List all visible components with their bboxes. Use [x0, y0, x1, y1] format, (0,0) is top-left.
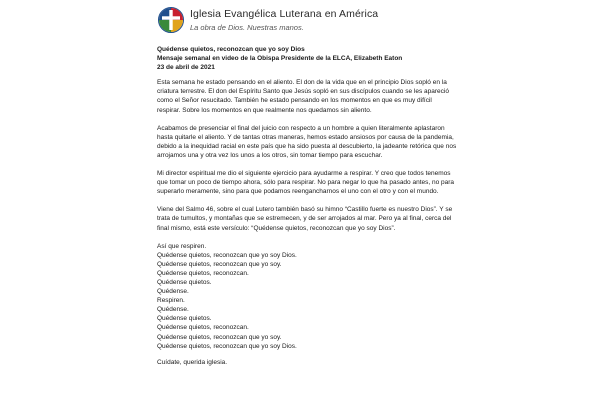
document-body: [157, 45, 457, 367]
document-subtitle: Mensaje semanal en video de la Obispa Presidente de la ELCA, Elizabeth Eaton: [157, 55, 403, 63]
paragraph-2: Acabamos de presenciar el final del juicio con respecto a un hombre a quien literalmente aplastaron hasta quitarle el aliento. Y de tantas otras maneras, hemos estado ansiosos por causa de la pandemia, debido a la inequidad racial en este país que ha sido puesta al descubierto, la jadeante retórica que nos arrojamos una y otra vez los unos a los otros, sin tomar tiempo para escuchar.: [157, 124, 457, 159]
paragraph-1: Esta semana he estado pensando en el aliento. El don de la vida que en el principio Dios sopló en la criatura terrestre. El don del Espíritu Santo que Jesús sopló en sus discípulos cuando se les apareció como el Señor resucitado. También he estado pensando en los momentos en que es muy difícil respirar. Sobre los momentos en que realmente nos quedamos sin aliento.: [157, 79, 449, 114]
poem-line: Quédense quietos.: [157, 278, 212, 286]
page-header: [158, 6, 458, 36]
poem-line: Quédense quietos.: [157, 315, 212, 323]
document-title: Quédense quietos, reconozcan que yo soy Dios: [157, 46, 305, 53]
poem-line: Así que respiren.: [157, 242, 207, 250]
poem-line: Quédense quietos, reconozcan que yo soy.: [157, 260, 282, 268]
poem-line: Quédense quietos, reconozcan.: [157, 324, 249, 332]
poem-line: Quédense.: [157, 306, 189, 314]
org-tagline: La obra de Dios. Nuestras manos.: [190, 23, 304, 32]
paragraph-3: Mi director espiritual me dio el siguiente ejercicio para ayudarme a respirar. Y creo que todos tenemos que tomar un poco de tiempo ahora, sólo para respirar. No para negar lo que ha pasado antes, no para superarlo meramente, sino para que podamos reengancharnos el uno con el otro y con el mundo.: [157, 170, 455, 196]
org-name: Iglesia Evangélica Luterana en América: [190, 8, 379, 20]
document-heading: [157, 45, 457, 72]
breathing-exercise: [157, 242, 457, 351]
document-date: 23 de abril de 2021: [157, 64, 215, 72]
poem-line: Quédense quietos, reconozcan que yo soy Dios.: [157, 251, 297, 259]
elca-cross-logo-icon: [158, 7, 184, 33]
paragraph-4: Viene del Salmo 46, sobre el cual Lutero también basó su himno “Castillo fuerte es nuestro Dios”. Y se trata de tumultos, y montañas que se estremecen, y de ser arrojados al mar. Pero ya al final, cerca del final mismo, está este versículo: “Quédense quietos, reconozcan que yo soy Dios”.: [157, 206, 453, 232]
poem-line: Quédense quietos, reconozcan.: [157, 269, 249, 277]
closing-line: Cuídate, querida iglesia.: [157, 358, 228, 366]
poem-line: Quédense quietos, reconozcan que yo soy.: [157, 333, 282, 341]
poem-line: Respiren.: [157, 297, 185, 305]
poem-line: Quédense.: [157, 288, 189, 296]
poem-line: Quédense quietos, reconozcan que yo soy Dios.: [157, 342, 297, 350]
